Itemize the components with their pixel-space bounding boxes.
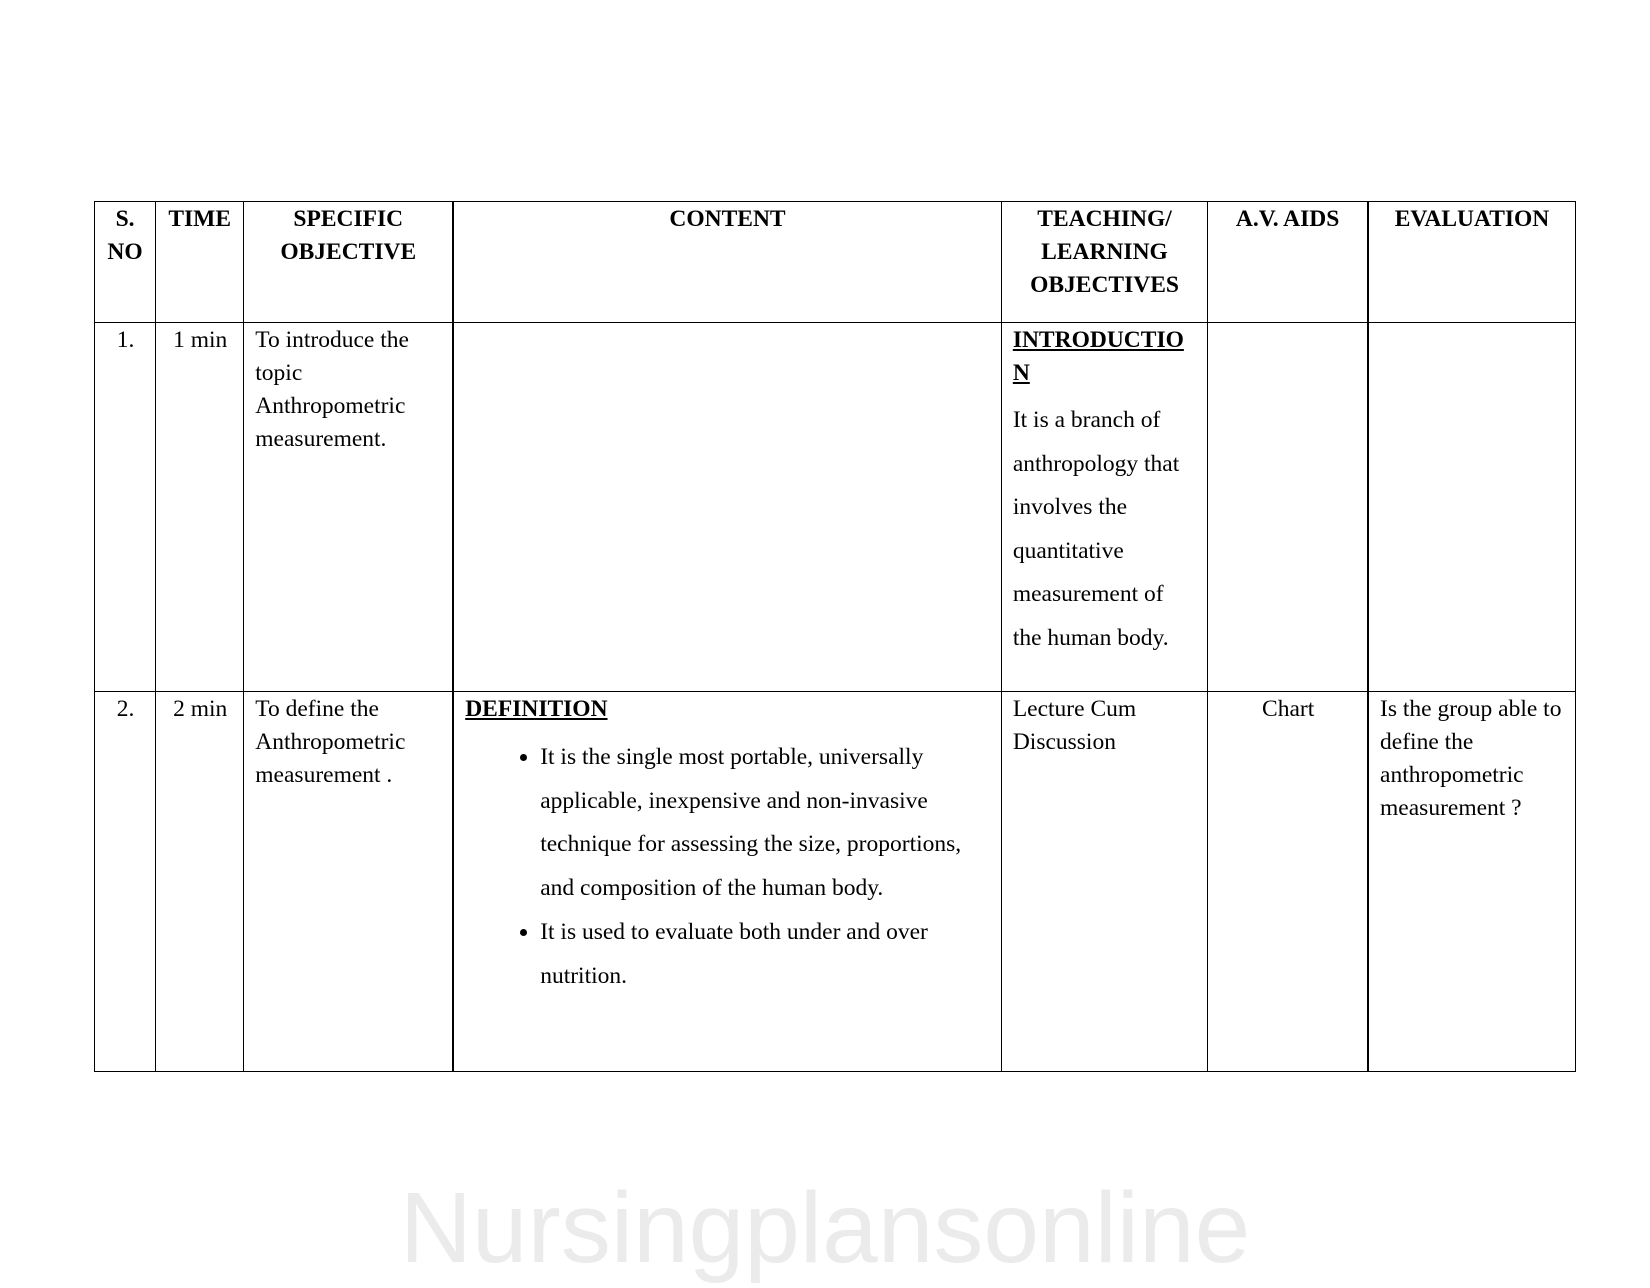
cell-objective: To define the Anthropometric measurement .	[244, 692, 453, 1072]
cell-evaluation	[1368, 323, 1575, 692]
definition-list	[465, 736, 991, 998]
cell-content	[453, 323, 1001, 692]
header-teaching: TEACHING/ LEARNING OBJECTIVES	[1001, 202, 1207, 323]
cell-teaching-text: It is a branch of anthropology that involves the quantitative measurement of the human body.	[1012, 407, 1180, 651]
watermark: Nursingplansonline	[399, 1172, 1251, 1284]
table-row	[95, 692, 1576, 1072]
cell-objective: To introduce the topic Anthropometric measurement.	[244, 323, 453, 692]
header-av-aids: A.V. AIDS	[1208, 202, 1368, 323]
table-row	[95, 323, 1576, 692]
cell-sno: 2.	[95, 692, 156, 1072]
section-title-definition: DEFINITION	[465, 696, 608, 722]
cell-content	[453, 692, 1001, 1072]
section-title-introduction: INTRODUCTION	[1012, 327, 1184, 386]
lesson-plan-table	[94, 201, 1576, 1072]
list-item: • It is the single most portable, universally applicable, inexpensive and non-invasive technique for assessing the size, proportions, and composition of the human body.	[540, 736, 991, 910]
header-content: CONTENT	[453, 202, 1001, 323]
cell-av-aids: Chart	[1208, 692, 1368, 1072]
header-objective: SPECIFIC OBJECTIVE	[244, 202, 453, 323]
header-row	[95, 202, 1576, 323]
cell-teaching	[1001, 323, 1207, 692]
cell-time: 2 min	[156, 692, 244, 1072]
cell-time: 1 min	[156, 323, 244, 692]
header-evaluation: EVALUATION	[1368, 202, 1575, 323]
list-item: • It is used to evaluate both under and over nutrition.	[540, 911, 991, 998]
header-sno: S. NO	[95, 202, 156, 323]
cell-sno: 1.	[95, 323, 156, 692]
cell-teaching: Lecture Cum Discussion	[1001, 692, 1207, 1072]
header-time: TIME	[156, 202, 244, 323]
cell-evaluation: Is the group able to define the anthropometric measurement ?	[1368, 692, 1575, 1072]
cell-av-aids	[1208, 323, 1368, 692]
